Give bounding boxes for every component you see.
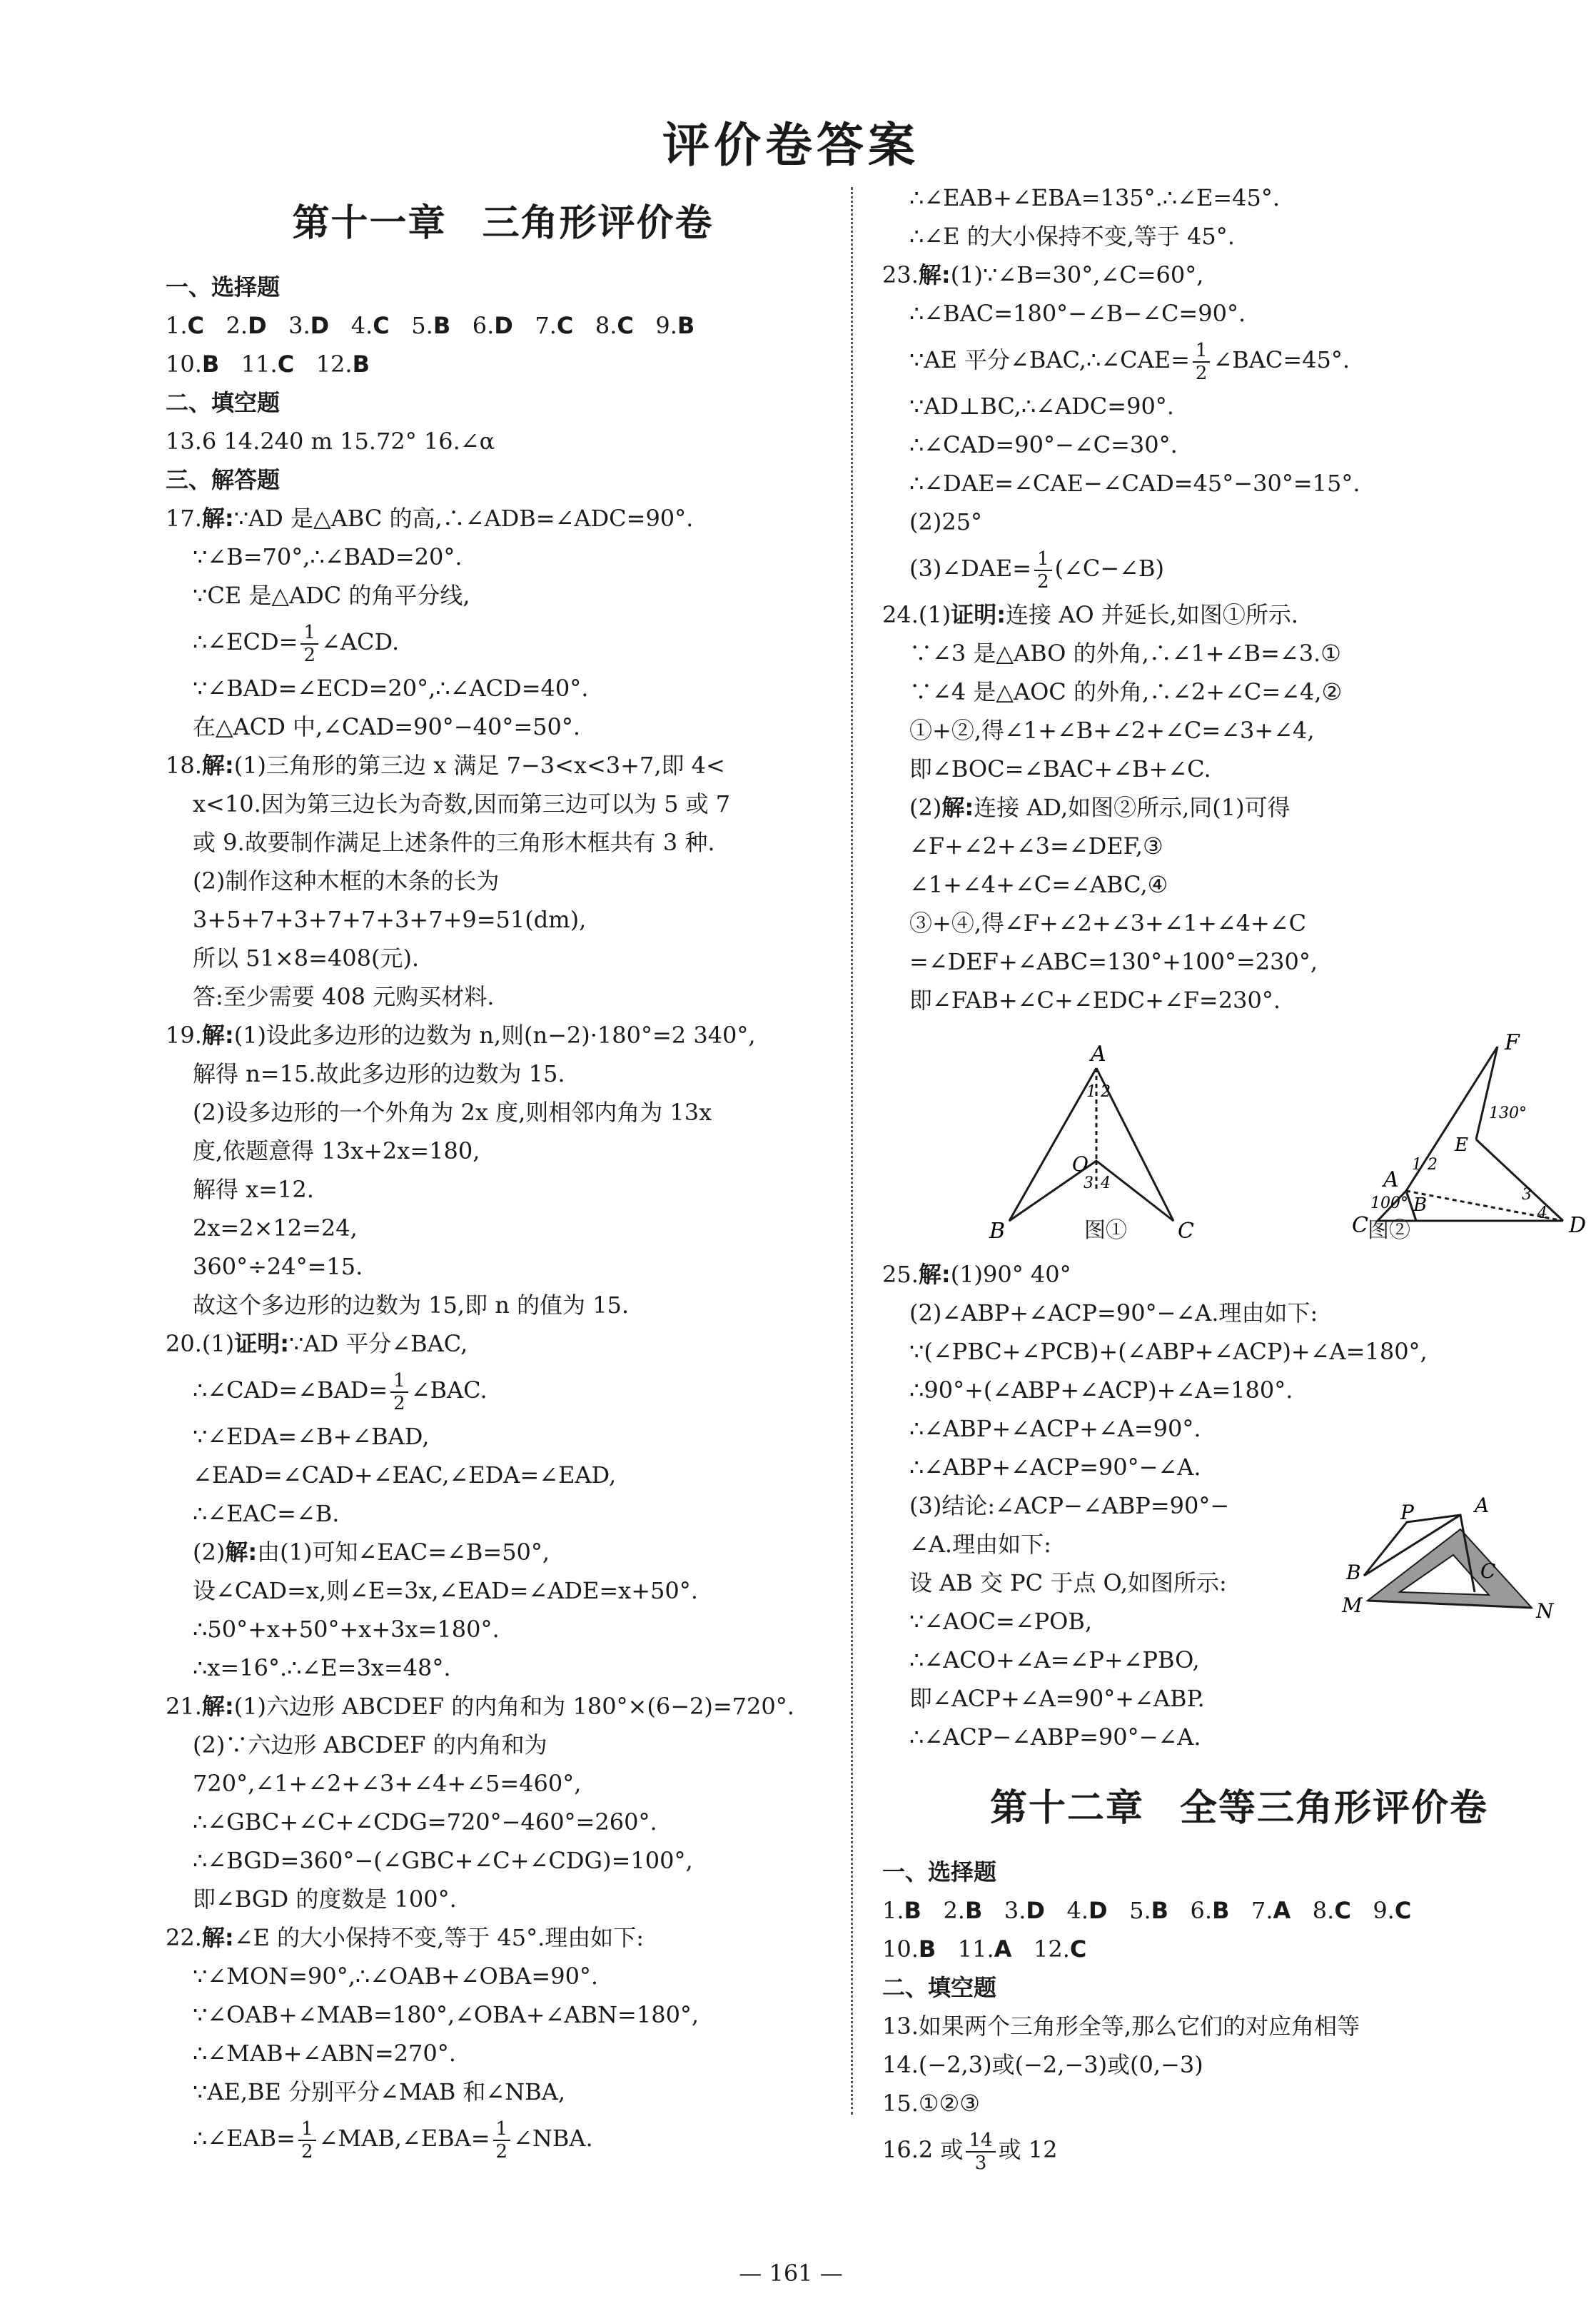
q22-line-5: ∵AE,BE 分别平分∠MAB 和∠NBA, [193, 2078, 566, 2105]
q23-line-2: ∴∠BAC=180°−∠B−∠C=90°. [909, 300, 1246, 327]
fig2-label-4: 4 [1537, 1204, 1547, 1222]
q23-line-7: (2)25° [909, 508, 983, 535]
q21-line-6: 即∠BGD 的度数是 100°. [193, 1886, 457, 1913]
fig2-label-130: 130° [1489, 1104, 1527, 1122]
q24-line-9: ③+④,得∠F+∠2+∠3+∠1+∠4+∠C [909, 910, 1307, 937]
fig1-label-1: 1 [1086, 1083, 1096, 1101]
ch12-section-fill: 二、填空题 [882, 1974, 997, 2001]
q21-line-2: (2)∵六边形 ABCDEF 的内角和为 [193, 1731, 547, 1758]
q19-line-1: 19.解:(1)设此多边形的边数为 n,则(n−2)·180°=2 340°, [166, 1022, 756, 1049]
fig3-label-B: B [1346, 1561, 1361, 1584]
fig2-label-3: 3 [1522, 1186, 1532, 1204]
fig1-label-O: O [1072, 1152, 1089, 1176]
q24-line-10: =∠DEF+∠ABC=130°+100°=230°, [909, 948, 1318, 975]
q25-line-4: ∴90°+(∠ABP+∠ACP)+∠A=180°. [909, 1376, 1293, 1404]
q18-line-2: x<10.因为第三边长为奇数,因而第三边可以为 5 或 7 [193, 790, 731, 817]
fig2-label-C: C [1352, 1213, 1368, 1238]
fig3-label-A: A [1475, 1494, 1490, 1517]
q20-line-6: (2)解:由(1)可知∠EAC=∠B=50°, [193, 1539, 550, 1566]
q17-line-3: ∵CE 是△ADC 的角平分线, [193, 582, 470, 609]
q22-line-3: ∵∠OAB+∠MAB=180°,∠OBA+∠ABN=180°, [193, 2001, 699, 2028]
column-divider [851, 187, 853, 2115]
q24-figures [882, 1030, 1596, 1248]
q18-line-3: 或 9.故要制作满足上述条件的三角形木框共有 3 种. [193, 829, 715, 856]
fraction-half: $\frac{1}{2}$ [1034, 548, 1052, 593]
q25-line-13: ∴∠ACP−∠ABP=90°−∠A. [909, 1723, 1201, 1751]
fig1-label-4: 4 [1101, 1174, 1111, 1192]
q23-line-8: (3)∠DAE= $\frac{1}{2}$ (∠C−∠B) [909, 548, 1165, 593]
fig2-label-2: 2 [1428, 1156, 1438, 1174]
q25-line-5: ∴∠ABP+∠ACP+∠A=90°. [909, 1415, 1201, 1442]
fig1-label-A: A [1091, 1042, 1106, 1067]
choice-answers-row-1: 1.C 2.D 3.D 4.C 5.B 6.D 7.C 8.C 9.B [166, 312, 695, 339]
chapter-11-title: 第十一章 三角形评价卷 [292, 202, 714, 245]
q20-line-3: ∵∠EDA=∠B+∠BAD, [193, 1423, 430, 1450]
q20-line-8: ∴50°+x+50°+x+3x=180°. [193, 1616, 500, 1643]
fraction-half: $\frac{1}{2}$ [300, 622, 318, 666]
q25-line-12: 即∠ACP+∠A=90°+∠ABP. [909, 1685, 1205, 1712]
fig3-label-N: N [1536, 1599, 1554, 1623]
fig1-label-2: 2 [1101, 1083, 1111, 1101]
fig2-label-B: B [1413, 1194, 1428, 1216]
fig3-label-M: M [1342, 1594, 1363, 1617]
q24-line-2: ∵∠3 是△ABO 的外角,∴∠1+∠B=∠3.① [909, 640, 1341, 667]
q25-line-10: ∵∠AOC=∠POB, [909, 1608, 1093, 1635]
q24-line-3: ∵∠4 是△AOC 的外角,∴∠2+∠C=∠4,② [909, 678, 1343, 705]
fraction-half: $\frac{1}{2}$ [1193, 340, 1211, 384]
q21-line-1: 21.解:(1)六边形 ABCDEF 的内角和为 180°×(6−2)=720°. [166, 1693, 794, 1720]
q19-line-5: 解得 x=12. [193, 1176, 314, 1203]
q20-line-4: ∠EAD=∠CAD+∠EAC,∠EDA=∠EAD, [193, 1461, 617, 1489]
q17-line-2: ∵∠B=70°,∴∠BAD=20°. [193, 543, 463, 570]
q18-line-7: 答:至少需要 408 元购买材料. [193, 983, 495, 1010]
q19-line-3: (2)设多边形的一个外角为 2x 度,则相邻内角为 13x [193, 1099, 712, 1126]
fig1-label-3: 3 [1084, 1174, 1094, 1192]
q18-line-1: 18.解:(1)三角形的第三边 x 满足 7−3<x<3+7,即 4< [166, 752, 725, 779]
q25-line-8: ∠A.理由如下: [909, 1531, 1051, 1558]
q22-cont-line-1: ∴∠EAB+∠EBA=135°.∴∠E=45°. [909, 184, 1281, 211]
q25-line-11: ∴∠ACO+∠A=∠P+∠PBO, [909, 1646, 1200, 1673]
q17-line-1: 17.解:∵AD 是△ABC 的高,∴∠ADB=∠ADC=90°. [166, 505, 694, 532]
q23-line-3: ∵AE 平分∠BAC,∴∠CAE= $\frac{1}{2}$ ∠BAC=45°. [909, 339, 1350, 384]
q18-line-5: 3+5+7+3+7+7+3+7+9=51(dm), [193, 906, 587, 933]
q18-line-6: 所以 51×8=408(元). [193, 945, 420, 972]
q19-line-8: 故这个多边形的边数为 15,即 n 的值为 15. [193, 1292, 630, 1319]
q25-line-6: ∴∠ABP+∠ACP=90°−∠A. [909, 1454, 1201, 1481]
fig2-label-D: D [1569, 1213, 1587, 1238]
q24-line-4: ①+②,得∠1+∠B+∠2+∠C=∠3+∠4, [909, 717, 1315, 744]
q17-line-6: 在△ACD 中,∠CAD=90°−40°=50°. [193, 713, 581, 740]
section-fill: 二、填空题 [166, 389, 281, 416]
q19-line-6: 2x=2×12=24, [193, 1214, 358, 1242]
page-number: — 161 — [739, 2260, 843, 2287]
q23-line-6: ∴∠DAE=∠CAE−∠CAD=45°−30°=15°. [909, 470, 1360, 497]
ch12-choice-row-2: 10.B 11.A 12.C [882, 1935, 1087, 1963]
fig1-caption: 图① [1084, 1218, 1127, 1243]
fig2-caption: 图② [1368, 1218, 1410, 1243]
q25-line-3: ∵(∠PBC+∠PCB)+(∠ABP+∠ACP)+∠A=180°, [909, 1338, 1428, 1365]
q24-figure-svg [882, 1030, 1587, 1248]
left-column [166, 178, 840, 2165]
ch12-fill-15: 15.①②③ [882, 2090, 980, 2117]
fig2-label-1: 1 [1412, 1156, 1422, 1174]
q19-line-2: 解得 n=15.故此多边形的边数为 15. [193, 1060, 565, 1087]
q21-line-4: ∴∠GBC+∠C+∠CDG=720°−460°=260°. [193, 1808, 657, 1836]
q23-line-1: 23.解:(1)∵∠B=30°,∠C=60°, [882, 261, 1204, 288]
fig2-FE [1476, 1047, 1497, 1139]
q25-line-1: 25.解:(1)90° 40° [882, 1261, 1071, 1288]
q25-figure [1318, 1486, 1553, 1636]
q22-line-4: ∴∠MAB+∠ABN=270°. [193, 2040, 456, 2067]
q24-line-1: 24.(1)证明:连接 AO 并延长,如图①所示. [882, 601, 1299, 628]
fraction-half: $\frac{1}{2}$ [298, 2118, 316, 2163]
ch12-section-choice: 一、选择题 [882, 1858, 997, 1886]
q24-line-11: 即∠FAB+∠C+∠EDC+∠F=230°. [909, 987, 1281, 1014]
q23-line-4: ∵AD⊥BC,∴∠ADC=90°. [909, 393, 1174, 420]
fig2-label-E: E [1455, 1134, 1468, 1156]
fig2-ED [1476, 1139, 1563, 1221]
q25-line-9: 设 AB 交 PC 于点 O,如图所示: [909, 1569, 1227, 1596]
q21-line-5: ∴∠BGD=360°−(∠GBC+∠C+∠CDG)=100°, [193, 1847, 693, 1874]
q25-line-7: (3)结论:∠ACP−∠ABP=90°− [909, 1492, 1230, 1519]
fig1-label-C: C [1178, 1219, 1194, 1244]
q22-cont-line-2: ∴∠E 的大小保持不变,等于 45°. [909, 223, 1235, 250]
choice-answers-row-2: 10.B 11.C 12.B [166, 351, 370, 378]
q24-line-6: (2)解:连接 AD,如图②所示,同(1)可得 [909, 794, 1291, 821]
fill-answers: 13.6 14.240 m 15.72° 16.∠α [166, 428, 495, 455]
q17-line-5: ∵∠BAD=∠ECD=20°,∴∠ACD=40°. [193, 675, 589, 702]
ch12-fill-13: 13.如果两个三角形全等,那么它们的对应角相等 [882, 2013, 1360, 2040]
q20-line-9: ∴x=16°.∴∠E=3x=48°. [193, 1654, 451, 1681]
fraction-half: $\frac{1}{2}$ [493, 2118, 511, 2163]
q20-line-1: 20.(1)证明:∵AD 平分∠BAC, [166, 1330, 468, 1357]
q19-line-7: 360°÷24°=15. [193, 1253, 363, 1280]
fig2-label-A: A [1383, 1167, 1399, 1192]
q22-line-6: ∴∠EAB= $\frac{1}{2}$ ∠MAB,∠EBA= $\frac{1}{2}$ ∠NBA. [193, 2118, 593, 2163]
q20-line-7: 设∠CAD=x,则∠E=3x,∠EAD=∠ADE=x+50°. [193, 1577, 698, 1604]
chapter-12-title: 第十二章 全等三角形评价卷 [989, 1787, 1489, 1830]
ch12-fill-16: 16.2 或 $\frac{14}{3}$ 或 12 [882, 2129, 1058, 2174]
right-column [882, 178, 1596, 2177]
q23-line-5: ∴∠CAD=90°−∠C=30°. [909, 431, 1178, 458]
q21-line-3: 720°,∠1+∠2+∠3+∠4+∠5=460°, [193, 1770, 582, 1797]
q25-part3 [882, 1486, 1596, 1756]
q18-line-4: (2)制作这种木框的木条的长为 [193, 867, 500, 895]
fraction-half: $\frac{1}{2}$ [390, 1370, 408, 1414]
fig2-label-F: F [1505, 1030, 1520, 1055]
page-title: 评价卷答案 [662, 118, 919, 173]
q24-line-7: ∠F+∠2+∠3=∠DEF,③ [909, 832, 1163, 860]
q17-line-4: ∴∠ECD= $\frac{1}{2}$ ∠ACD. [193, 621, 400, 666]
q20-line-2: ∴∠CAD=∠BAD= $\frac{1}{2}$ ∠BAC. [193, 1369, 488, 1414]
q22-line-2: ∵∠MON=90°,∴∠OAB+∠OBA=90°. [193, 1963, 599, 1990]
q25-line-2: (2)∠ABP+∠ACP=90°−∠A.理由如下: [909, 1299, 1318, 1326]
q24-line-5: 即∠BOC=∠BAC+∠B+∠C. [909, 755, 1211, 782]
fraction-14-3: $\frac{14}{3}$ [966, 2130, 995, 2174]
fig2-label-100: 100° [1370, 1194, 1408, 1212]
q22-line-1: 22.解:∠E 的大小保持不变,等于 45°.理由如下: [166, 1924, 645, 1951]
q24-line-8: ∠1+∠4+∠C=∠ABC,④ [909, 871, 1168, 898]
ch12-choice-row-1: 1.B 2.B 3.D 4.D 5.B 6.B 7.A 8.C 9.C [882, 1897, 1412, 1924]
section-choice: 一、选择题 [166, 273, 281, 301]
fig3-label-P: P [1400, 1501, 1414, 1524]
ch12-fill-14: 14.(−2,3)或(−2,−3)或(0,−3) [882, 2051, 1203, 2078]
q19-line-4: 度,依题意得 13x+2x=180, [193, 1137, 480, 1164]
section-solve: 三、解答题 [166, 466, 281, 493]
fig3-label-C: C [1480, 1559, 1496, 1583]
q20-line-5: ∴∠EAC=∠B. [193, 1500, 340, 1527]
fig1-label-B: B [989, 1219, 1006, 1244]
